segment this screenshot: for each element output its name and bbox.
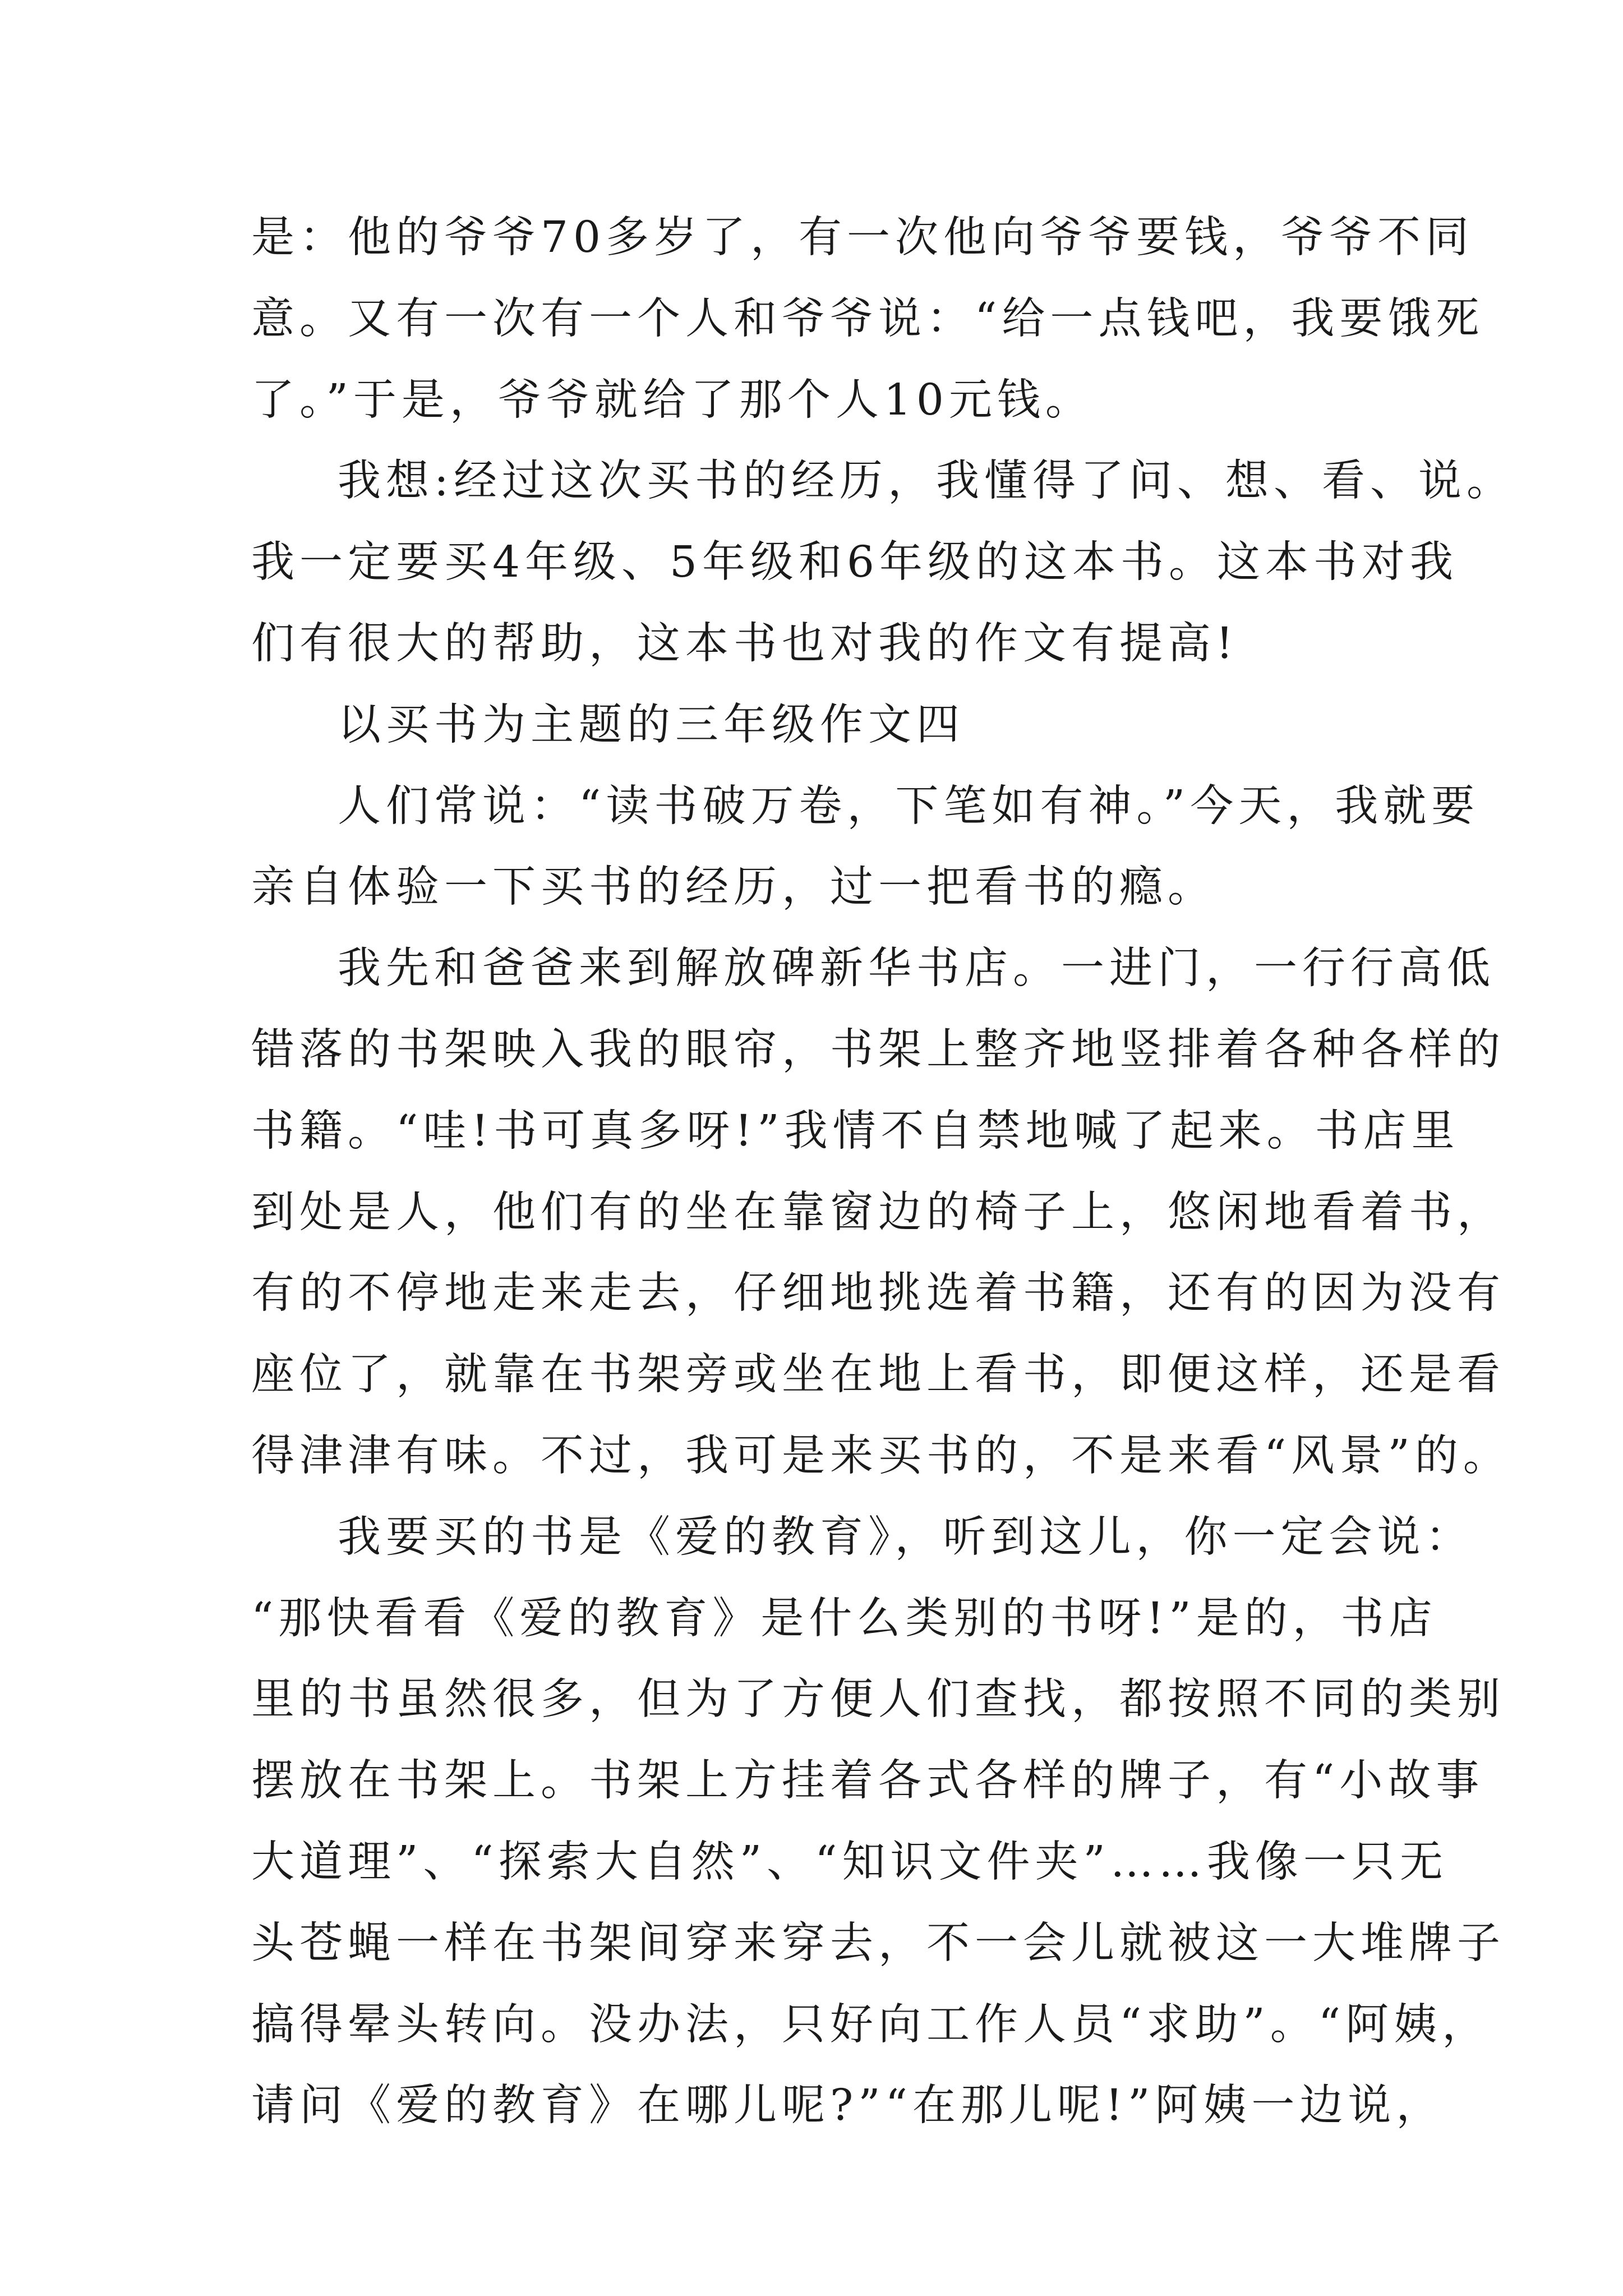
text-line: 我一定要买4年级、5年级和6年级的这本书。这本书对我 xyxy=(251,537,1458,588)
text-line: 摆放在书架上。书架上方挂着各式各样的牌子，有“小故事 xyxy=(251,1756,1484,1806)
text-line: 们有很大的帮助，这本书也对我的作文有提高! xyxy=(251,618,1238,669)
text-line: 我要买的书是《爱的教育》，听到这儿，你一定会说： xyxy=(338,1512,1474,1562)
text-line: 搞得晕头转向。没办法，只好向工作人员“求助”。“阿姨， xyxy=(251,1999,1491,2050)
text-line: “那快看看《爱的教育》是什么类别的书呀!”是的，书店 xyxy=(251,1593,1437,1644)
text-line: 头苍蝇一样在书架间穿来穿去，不一会儿就被这一大堆牌子 xyxy=(251,1918,1505,1968)
text-line: 错落的书架映入我的眼帘，书架上整齐地竖排着各种各样的 xyxy=(251,1024,1505,1075)
text-line: 请问《爱的教育》在哪儿呢?”“在那儿呢!”阿姨一边说， xyxy=(251,2081,1445,2131)
text-line: 我先和爸爸来到解放碑新华书店。一进门，一行行高低 xyxy=(338,944,1495,994)
text-line: 有的不停地走来走去，仔细地挑选着书籍，还有的因为没有 xyxy=(251,1268,1505,1319)
text-line: 到处是人，他们有的坐在靠窗边的椅子上，悠闲地看着书， xyxy=(251,1187,1505,1237)
text-line: 座位了，就靠在书架旁或坐在地上看书，即便这样，还是看 xyxy=(251,1350,1505,1400)
section-heading: 以买书为主题的三年级作文四 xyxy=(338,700,965,750)
text-line: 里的书虽然很多，但为了方便人们查找，都按照不同的类别 xyxy=(251,1674,1505,1725)
text-line: 书籍。“哇!书可真多呀!”我情不自禁地喊了起来。书店里 xyxy=(251,1106,1460,1156)
text-line: 意。又有一次有一个人和爷爷说：“给一点钱吧，我要饿死 xyxy=(251,293,1484,344)
text-line: 得津津有味。不过，我可是来买书的，不是来看“风景”的。 xyxy=(251,1430,1511,1481)
text-line: 亲自体验一下买书的经历，过一把看书的瘾。 xyxy=(251,862,1216,913)
text-line: 我想:经过这次买书的经历，我懂得了问、想、看、说。 xyxy=(338,456,1515,507)
body-text xyxy=(251,197,1515,2147)
text-line: 是：他的爷爷70多岁了，有一次他向爷爷要钱，爷爷不同 xyxy=(251,213,1474,263)
text-line: 大道理”、“探索大自然”、“知识文件夹”……我像一只无 xyxy=(251,1837,1448,1887)
text-line: 了。”于是，爷爷就给了那个人10元钱。 xyxy=(251,375,1094,425)
text-line: 人们常说：“读书破万卷，下笔如有神。”今天，我就要 xyxy=(338,781,1480,831)
